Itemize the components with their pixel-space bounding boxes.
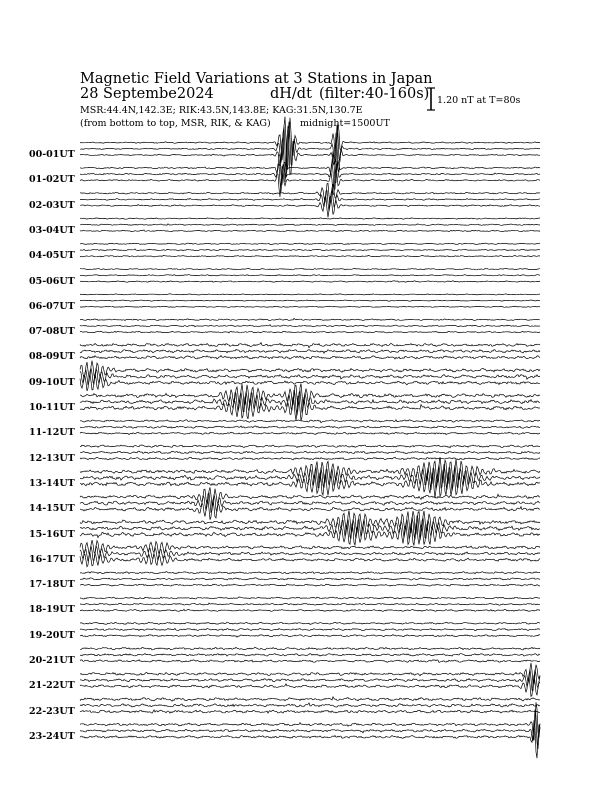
hour-label: 05-06UT bbox=[29, 275, 75, 287]
trace-msr bbox=[80, 572, 540, 574]
hour-label: 09-10UT bbox=[29, 376, 75, 388]
trace-msr bbox=[80, 294, 540, 295]
hour-label: 01-02UT bbox=[29, 174, 75, 186]
trace-rik bbox=[80, 578, 540, 580]
hour-label: 18-19UT bbox=[29, 604, 75, 616]
quantity-label: dH/dt bbox=[270, 86, 312, 102]
trace-rik bbox=[80, 703, 540, 707]
hour-label: 14-15UT bbox=[29, 503, 75, 515]
trace-rik bbox=[80, 669, 540, 690]
trace-kag bbox=[80, 609, 540, 611]
trace-msr bbox=[80, 218, 540, 219]
filter-label: (filter:40-160s) bbox=[319, 86, 430, 102]
trace-kag bbox=[80, 660, 540, 663]
hour-label: 10-11UT bbox=[29, 402, 75, 413]
scale-bar-label: 1.20 nT at T=80s bbox=[437, 95, 521, 106]
hour-label: 11-12UT bbox=[29, 427, 75, 439]
hour-label: 00-01UT bbox=[29, 149, 75, 160]
trace-msr bbox=[80, 445, 540, 448]
hour-label: 12-13UT bbox=[29, 452, 75, 464]
trace-rik bbox=[80, 603, 540, 605]
trace-rik bbox=[80, 426, 540, 429]
trace-kag bbox=[80, 457, 540, 460]
hour-label: 06-07UT bbox=[29, 300, 75, 312]
trace-msr bbox=[80, 647, 540, 650]
hour-label: 21-22UT bbox=[29, 680, 75, 692]
trace-kag bbox=[80, 331, 540, 333]
trace-kag bbox=[80, 195, 540, 217]
trace-kag bbox=[80, 256, 540, 258]
hour-label: 15-16UT bbox=[29, 528, 75, 540]
trace-kag bbox=[80, 675, 540, 697]
hour-label: 02-03UT bbox=[29, 199, 75, 211]
trace-rik bbox=[80, 464, 540, 491]
trace-msr bbox=[80, 183, 540, 204]
trace-kag bbox=[80, 356, 540, 359]
trace-msr bbox=[80, 622, 540, 624]
chart-title: Magnetic Field Variations at 3 Stations in Japan bbox=[80, 71, 433, 87]
trace-rik bbox=[80, 390, 540, 416]
trace-rik bbox=[80, 325, 540, 327]
hour-label: 22-23UT bbox=[29, 705, 75, 717]
trace-kag bbox=[80, 710, 540, 713]
trace-kag bbox=[80, 396, 540, 421]
trace-msr bbox=[80, 318, 540, 320]
trace-msr bbox=[80, 540, 540, 554]
trace-msr bbox=[80, 487, 540, 505]
trace-rik bbox=[80, 300, 540, 301]
trace-kag bbox=[80, 230, 540, 232]
hour-label: 16-17UT bbox=[29, 553, 75, 565]
trace-rik bbox=[80, 628, 540, 630]
hour-label: 23-24UT bbox=[29, 730, 75, 742]
trace-kag bbox=[80, 281, 540, 283]
hour-label: 13-14UT bbox=[29, 477, 75, 489]
trace-msr bbox=[80, 697, 540, 701]
date-label: 28 Septembe2024 bbox=[80, 86, 214, 102]
trace-kag bbox=[80, 432, 540, 434]
trace-rik bbox=[80, 249, 540, 251]
hour-label: 17-18UT bbox=[29, 579, 75, 591]
trace-rik bbox=[80, 451, 540, 454]
trace-kag bbox=[80, 635, 540, 638]
trace-msr bbox=[80, 420, 540, 423]
hour-label: 08-09UT bbox=[29, 351, 75, 363]
trace-rik bbox=[80, 224, 540, 226]
hour-label: 03-04UT bbox=[29, 224, 75, 236]
trace-rik bbox=[80, 161, 540, 192]
trace-msr bbox=[80, 702, 540, 740]
trace-msr bbox=[80, 268, 540, 269]
hour-label: 07-08UT bbox=[29, 326, 75, 338]
trace-rik bbox=[80, 710, 540, 750]
trace-rik bbox=[80, 275, 540, 276]
hour-label: 04-05UT bbox=[29, 250, 75, 262]
trace-msr bbox=[80, 343, 540, 348]
trace-msr bbox=[80, 243, 540, 244]
trace-kag bbox=[80, 470, 540, 498]
stations-label: MSR:44.4N,142.3E; RIK:43.5N,143.8E; KAG:31.5N,130.7E bbox=[80, 105, 363, 116]
hour-label: 20-21UT bbox=[29, 655, 75, 666]
trace-kag bbox=[80, 553, 540, 567]
midnight-note: midnight=1500UT bbox=[300, 118, 390, 129]
trace-kag bbox=[80, 306, 540, 307]
trace-rik bbox=[80, 654, 540, 657]
trace-rik bbox=[80, 350, 540, 354]
trace-msr bbox=[80, 384, 540, 407]
hour-label: 19-20UT bbox=[29, 629, 75, 641]
trace-msr bbox=[80, 597, 540, 599]
trace-rik bbox=[80, 516, 540, 541]
trace-kag bbox=[80, 374, 540, 391]
station-order-note: (from bottom to top, MSR, RIK, & KAG) bbox=[80, 118, 271, 129]
trace-kag bbox=[80, 523, 540, 545]
trace-msr bbox=[80, 510, 540, 534]
trace-kag bbox=[80, 584, 540, 586]
